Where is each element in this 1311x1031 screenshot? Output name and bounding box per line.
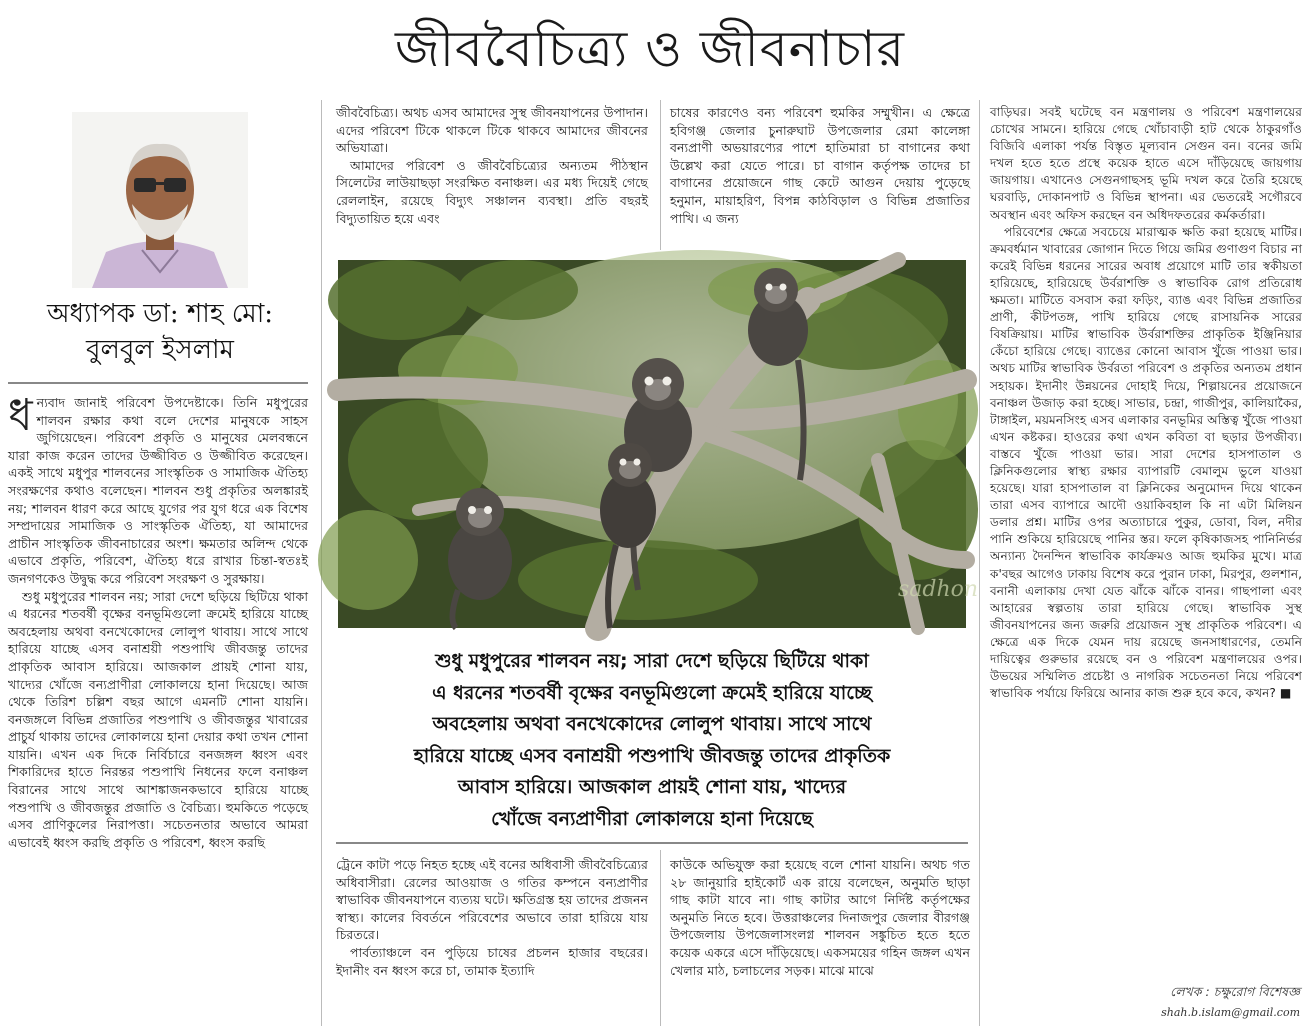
dropcap: ধ	[8, 390, 33, 441]
col2-top-paragraph-2: আমাদের পরিবেশ ও জীববৈচিত্র্যের অন্যতম পীঠস্থান সিলেটের লাউয়াছড়া সংরক্ষিত বনাঞ্চল। এর মধ্য দিয়েই গেছে রেললাইন, রয়েছে বিদ্যুৎ সঞ্চালন ব্যবস্থা। প্রতি বছরই বিদ্যুতায়িত হয়ে এবং	[336, 157, 648, 226]
pull-quote-line: অবহেলায় অথবা বনখেকোদের লোলুপ থাবায়। সাথে সাথে	[432, 713, 872, 735]
pull-quote	[338, 646, 966, 835]
langur-photo	[338, 260, 979, 628]
col1-paragraph-2: শুধু মধুপুরের শালবন নয়; সারা দেশে ছড়িয়ে ছিটিয়ে থাকা এ ধরনের শতবর্ষী বৃক্ষের বনভূমিগুলো ক্রমেই হারিয়ে যাচ্ছে অবহেলায় অথবা বনখেকোদের লোলুপ থাবায়। সাথে সাথে হারিয়ে যাচ্ছে এসব বনাশ্রয়ী পশুপাখি জীবজন্তু তাদের প্রাকৃতিক আবাস হারিয়ে। আজকাল প্রায়ই শোনা যায়, খাদ্যের খোঁজে বন্যপ্রাণীরা লোকালয়ে হানা দিয়েছে। আজ থেকে তিরিশ চল্লিশ বছর আগে এমনটি শোনা যায়নি। বনজঙ্গলে বিভিন্ন প্রজাতির পশুপাখি ও জীবজন্তুর খাবারের প্রাচুর্য থাকায় তাদের লোকালয়ে হানা দেয়ার কথা তখন শোনা যায়নি। এখন এক দিকে নির্বিচারে বনজঙ্গল ধ্বংস এবং শিকারিদের হাতে নিরন্তর পশুপাখি নিধনের ফলে বনাঞ্চল বিরানের সাথে সাথে আশঙ্কাজনকভাবে হারিয়ে যাচ্ছে পশুপাখি ও জীবজন্তুর প্রজাতি ও বৈচিত্র্য। হুমকিতে পড়েছে এসব প্রাণিকুলের নিরাপত্তা। সচেতনতার অভাবে আমরা এভাবেই ধ্বংস করছি প্রকৃতি ও পরিবেশ, ধ্বংস করছি	[8, 588, 308, 850]
photo-watermark: sadhon	[898, 577, 979, 602]
pull-quote-line: খোঁজে বন্যপ্রাণীরা লোকালয়ে হানা দিয়েছে	[491, 807, 813, 830]
author-name	[10, 296, 310, 368]
col4-paragraph-2: পরিবেশের ক্ষেত্রে সবচেয়ে মারাত্মক ক্ষতি করা হয়েছে মাটির। ক্রমবর্ধমান খাবারের জোগান দিতে গিয়ে জমির গুণাগুণ বিচার না করেই বিভিন্ন ধরনের সারের অবাধ প্রয়োগে মাটি তার স্বকীয়তা হারিয়েছে, হারিয়েছে উর্বরাশক্তি ও স্বাভাবিক রোগ প্রতিরোধ ক্ষমতা। মাটিতে বসবাস করা ফড়িং, ব্যাঙ এবং বিভিন্ন প্রজাতির প্রাণী, কীটপতঙ্গ, পাখি হারিয়ে গেছে রাসায়নিক সারের বিষক্রিয়ায়। মাটির স্বাভাবিক উর্বরাশক্তির প্রাকৃতিক ইঞ্জিনিয়ার কেঁচো হারিয়ে গেছে। ব্যাঙের কোনো আবাস খুঁজে পাওয়া ভার। অথচ মাটির স্বাভাবিক উর্বরতা পরিবেশ ও প্রকৃতির অন্যতম প্রধান সহায়ক। ইদানীং উন্নয়নের দোহাই দিয়ে, শিল্পায়নের প্রয়োজনে বনাঞ্চল উজাড় করা হচ্ছে। সাভার, চন্দ্রা, গাজীপুর, কালিয়াকৈর, টাঙ্গাইল, ময়মনসিংহ এসব এলাকার বনভূমির অস্তিত্ব খুঁজে পাওয়া এখন কষ্টকর। হাওরের কথা এখন কবিতা বা ছড়ার উপজীব্য। বাস্তবে খুঁজে পাওয়া ভার। সারা দেশের হাসপাতাল ও ক্লিনিকগুলোর স্বাস্থ্য রক্ষার ব্যাপারটি বেমালুম ভুলে যাওয়া হয়েছে। যারা হাসপাতাল বা ক্লিনিকের অনুমোদন দিয়ে থাকেন তারা এসব ব্যাপারে আদৌ ওয়াকিবহাল কি না এটা মিলিয়ন ডলার প্রশ্ন। মাটির ওপর অত্যাচারে পুকুর, ডোবা, বিল, নদীর পানি শুকিয়ে হারিয়েছে পানির স্তর। ফলে কৃষিকাজসহ পানিনির্ভর অন্যান্য দৈনন্দিন স্বাভাবিক কার্যক্রমও আজ হুমকির মুখে। মাত্র ক'বছর আগেও ঢাকায় বিশেষ করে পুরান ঢাকা, মিরপুর, গুলশান, বনানী এলাকায় দেখা যেত ঝাঁকে ঝাঁকে বানর। গাছপালা এবং আহারের স্বল্পতায় তারা হারিয়ে গেছে। স্বাভাবিক সুস্থ জীবনযাপনের জন্য জরুরি প্রয়োজন সুস্থ প্রাকৃতিক পরিবেশ। এ ক্ষেত্রে এক দিকে যেমন দায় রয়েছে জনসাধারণের, তেমনি দায়িত্বের গুরুভার রয়েছে বন ও পরিবেশ মন্ত্রণালয়ের ওপর। উভয়ের সম্মিলিত প্রচেষ্টা ও নাগরিক সচেতনতা নিয়ে পরিবেশ স্বাভাবিক পর্যায়ে ফিরিয়ে আনার কাজ শুরু হবে কবে, কখন? ■	[990, 224, 1302, 701]
column-divider	[660, 850, 661, 1026]
author-divider	[8, 382, 308, 384]
col2-bottom-paragraph-2: পার্বত্যাঞ্চলে বন পুড়িয়ে চাষের প্রচলন হাজার বছরের। ইদানীং বন ধ্বংস করে চা, তামাক ইত্যাদি	[336, 944, 648, 978]
col3-bottom-paragraph-1: কাউকে অভিযুক্ত করা হয়েছে বলে শোনা যায়নি। অথচ গত ২৮ জানুয়ারি হাইকোর্ট এক রায়ে বলেছেন, অনুমতি ছাড়া গাছ কাটা যাবে না। গাছ কাটার আগে নির্দিষ্ট কর্তৃপক্ষের অনুমতি নিতে হবে। উত্তরাঞ্চলের দিনাজপুর জেলার বীরগঞ্জ উপজেলায় উপজেলাসংলগ্ন শালবন সঙ্কুচিত হতে হতে কয়েক একরে এসে দাঁড়িয়েছে। একসময়ের গহিন জঙ্গল এখন খেলার মাঠ, চলাচলের সড়ক। মাঝে মাঝে	[670, 857, 970, 978]
headline: জীববৈচিত্র্য ও জীবনাচার	[394, 20, 905, 78]
author-portrait	[72, 112, 248, 288]
langur-photo-illustration	[338, 260, 979, 628]
author-name-line1: অধ্যাপক ডা: শাহ মো:	[46, 299, 274, 329]
column-divider	[660, 100, 661, 250]
column-1	[8, 390, 308, 1026]
column-3-top	[670, 104, 970, 252]
author-name-line2: বুলবুল ইসলাম	[85, 335, 234, 365]
col1-paragraph-1: ধন্যবাদ জানাই পরিবেশ উপদেষ্টাকে। তিনি মধুপুরের শালবন রক্ষার কথা বলে দেশের মানুষকে সাহস জুগিয়েছেন। পরিবেশ প্রকৃতি ও মানুষের মেলবন্ধনে যারা কাজ করেন তাদের উজ্জীবিত ও উজ্জীবিত করেছেন। একই সাথে মধুপুর শালবনের সাংস্কৃতিক ও সামাজিক ঐতিহ্য সংরক্ষণের কথাও বলেছেন। শালবন শুধু প্রকৃতির অলঙ্কারই নয়; শালবন ধারণ করে আছে যুগের পর যুগ ধরে এক বিশেষ সম্প্রদায়ের সামাজিক ও সাংস্কৃতিক ঐতিহ্য, যা আমাদের প্রাচীন সাংস্কৃতিক জীবনাচারের অংশ। ক্ষমতার অলিন্দ থেকে এভাবে প্রকৃতি, পরিবেশ, ঐতিহ্য ধরে রাখার চিন্তা-স্বতঃই জনগণকেও উদ্বুদ্ধ করে পরিবেশ সংরক্ষণ ও সুরক্ষায়।	[8, 390, 308, 586]
pull-quote-line: শুধু মধুপুরের শালবন নয়; সারা দেশে ছড়িয়ে ছিটিয়ে থাকা	[435, 650, 869, 672]
column-2-top	[336, 104, 648, 252]
pull-quote-divider	[336, 842, 968, 844]
col2-bottom-paragraph-1: ট্রেনে কাটা পড়ে নিহত হচ্ছে এই বনের অধিবাসী জীববৈচিত্র্যের অধিবাসীরা। রেলের আওয়াজ ও গতির কম্পনে বন্যপ্রাণীর স্বাভাবিক জীবনযাপনে ব্যত্যয় ঘটে। ক্ষতিগ্রস্ত হয় তাদের প্রজনন স্বাস্থ্য। কালের বিবর্তনে পরিবেশের অভাবে তারা হারিয়ে যায় চিরতরে।	[336, 857, 648, 943]
column-3-bottom	[670, 856, 970, 1026]
byline: লেখক : চক্ষুরোগ বিশেষজ্ঞ	[1170, 984, 1300, 999]
pull-quote-line: হারিয়ে যাচ্ছে এসব বনাশ্রয়ী পশুপাখি জীবজন্তু তাদের প্রাকৃতিক	[413, 744, 891, 767]
column-2-bottom	[336, 856, 648, 1026]
pull-quote-line: আবাস হারিয়ে। আজকাল প্রায়ই শোনা যায়, খাদ্যের	[457, 776, 847, 798]
col4-paragraph-1: বাড়িঘর। সবই ঘটেছে বন মন্ত্রণালয় ও পরিবেশ মন্ত্রণালয়ের চোখের সামনে। হারিয়ে গেছে খোঁচাবাড়ী হাট থেকে ঠাকুরগাঁও বিজিবি এলাকা পর্যন্ত বিস্তৃত মূল্যবান সেগুন বন। বনের জমি দখল হতে হতে প্রস্থে কয়েক হাতে এসে দাঁড়িয়েছে জায়গায় জায়গায়। এখানেও সেগুনগাছসহ ভূমি দখল করে তৈরি হয়েছে ঘরবাড়ি, দোকানপাট ও বিভিন্ন স্থাপনা। এর ভেতরেই সগৌরবে অবস্থান এবং অফিস করছেন বন অধিদফতরের কর্মকর্তারা।	[990, 105, 1302, 222]
col2-top-paragraph-1: জীববৈচিত্র্য। অথচ এসব আমাদের সুস্থ জীবনযাপনের উপাদান। এদের পরিবেশ টিকে থাকলে টিকে থাকবে আমাদের জীবনের অভিযাত্রা।	[336, 105, 648, 156]
column-divider	[979, 100, 980, 1026]
col3-top-paragraph-1: চাষের কারণেও বন্য পরিবেশ হুমকির সম্মুখীন। এ ক্ষেত্রে হবিগঞ্জ জেলার চুনারুঘাট উপজেলার রেমা কালেঙ্গা বন্যপ্রাণী অভয়ারণ্যের পাশে হাতিমারা চা বাগানের কথা উল্লেখ করা যেতে পারে। চা বাগান কর্তৃপক্ষ তাদের চা বাগানের প্রয়োজনে গাছ কেটে আগুন দেয়ায় পুড়েছে হনুমান, মায়াহরিণ, বিপন্ন কাঠবিড়াল ও বিভিন্ন প্রজাতির পাখি। এ জন্য	[670, 105, 970, 226]
pull-quote-line: এ ধরনের শতবর্ষী বৃক্ষের বনভূমিগুলো ক্রমেই হারিয়ে যাচ্ছে	[432, 681, 872, 704]
author-email[interactable]: shah.b.islam@gmail.com	[1161, 1006, 1300, 1019]
column-4	[990, 104, 1302, 976]
